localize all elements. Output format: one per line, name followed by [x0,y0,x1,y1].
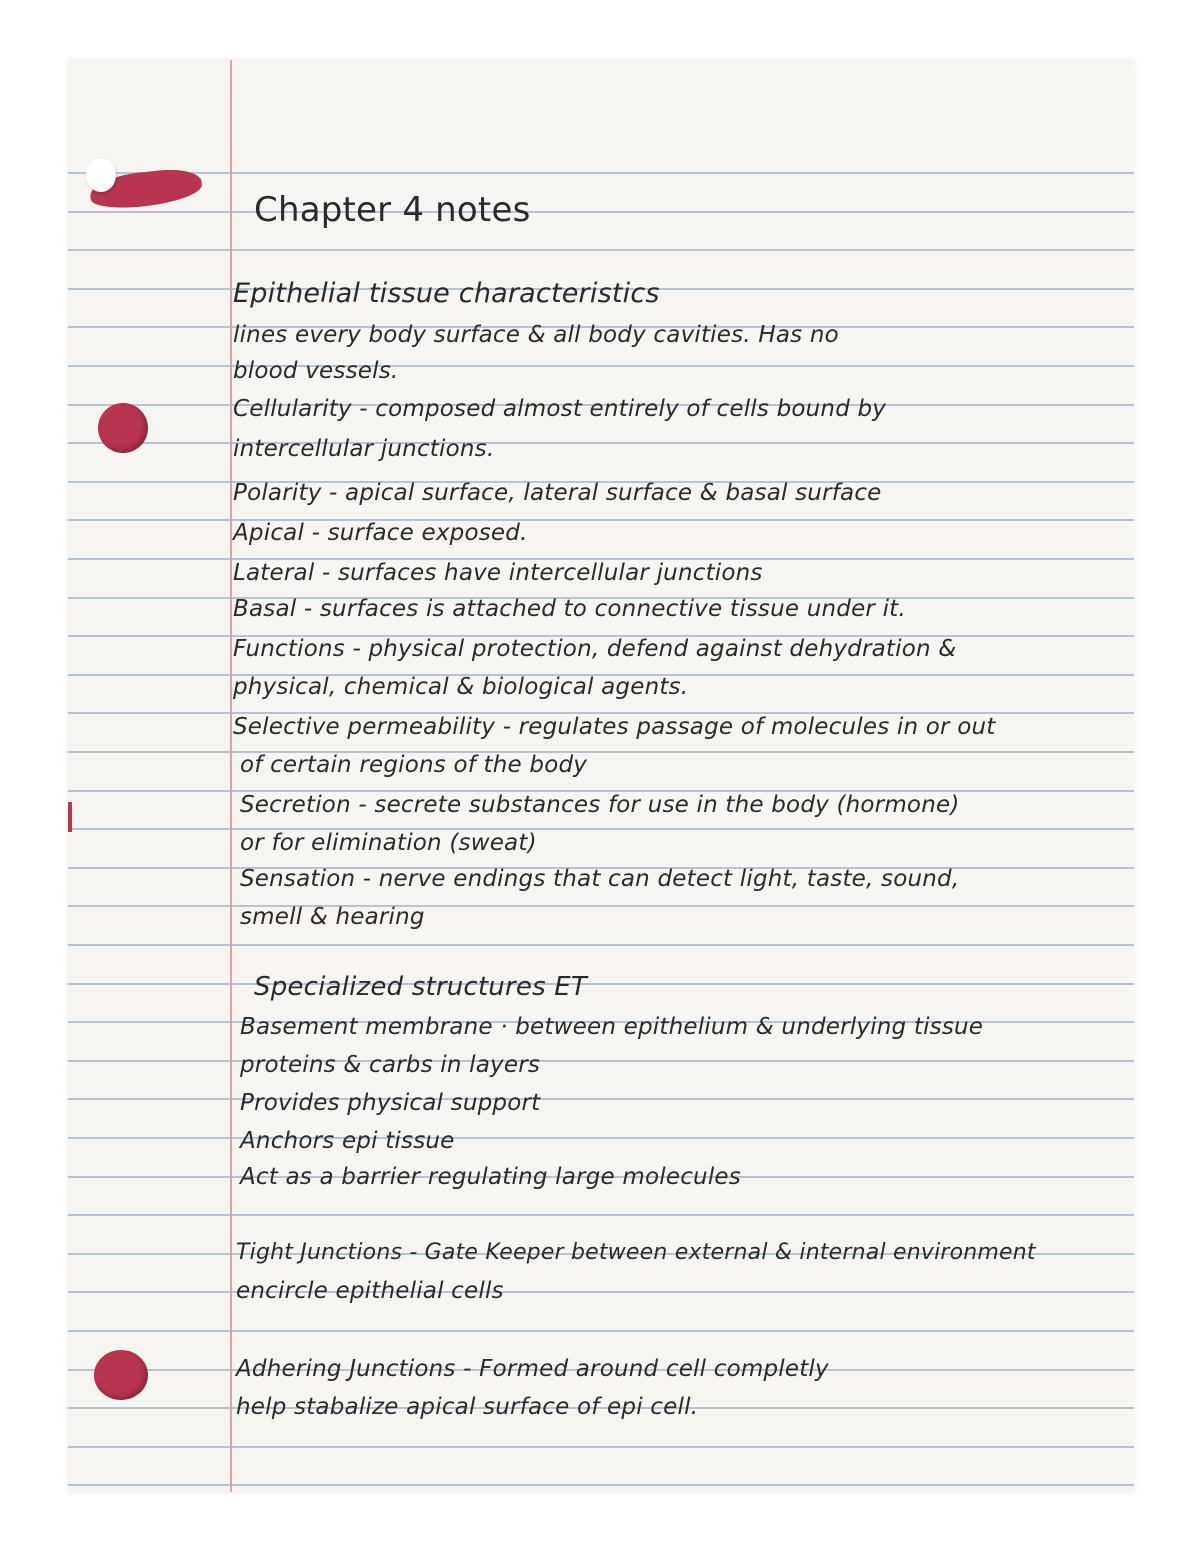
note-line: Act as a barrier regulating large molecules [240,1164,741,1190]
ruled-line [68,1214,1134,1216]
note-line: lines every body surface & all body cavities. Has no [233,322,839,348]
ruled-line [68,1291,1134,1293]
ruled-line [68,751,1134,753]
note-line: Adhering Junctions - Formed around cell completly [236,1356,829,1382]
note-line: encircle epithelial cells [236,1278,504,1304]
ruled-line [68,983,1134,985]
ruled-line [68,1484,1134,1486]
torn-paper-flap [86,158,116,192]
note-line: of certain regions of the body [240,752,588,778]
note-line: Provides physical support [240,1090,541,1116]
note-line: smell & hearing [240,904,425,930]
punch-hole-middle [98,403,148,453]
ruled-line [68,1330,1134,1332]
ruled-line [68,905,1134,907]
note-line: or for elimination (sweat) [240,830,537,856]
note-line: proteins & carbs in layers [240,1052,541,1078]
ruled-line [68,828,1134,830]
note-line: Secretion - secrete substances for use in the body (hormone) [240,792,960,818]
heading-specialized: Specialized structures ET [254,972,587,1002]
note-line: help stabalize apical surface of epi cell. [236,1394,699,1420]
ruled-line [68,365,1134,367]
note-line: intercellular junctions. [233,436,495,462]
heading-epithelial: Epithelial tissue characteristics [233,278,660,309]
ruled-line [68,1137,1134,1139]
note-line: Anchors epi tissue [240,1128,455,1154]
note-line: blood vessels. [233,358,399,384]
ruled-line [68,172,1134,174]
ruled-line [68,249,1134,251]
note-line: Basal - surfaces is attached to connective tissue under it. [233,596,906,622]
ruled-line [68,1098,1134,1100]
margin-line [230,60,232,1492]
ruled-line [68,211,1134,213]
ruled-line [68,442,1134,444]
note-line: Basement membrane · between epithelium & underlying tissue [240,1014,984,1040]
note-line: Tight Junctions - Gate Keeper between external & internal environment [236,1240,1036,1265]
ruled-line [68,944,1134,946]
note-line: Apical - surface exposed. [233,520,528,546]
note-line: Sensation - nerve endings that can detect light, taste, sound, [240,866,960,892]
note-line: Functions - physical protection, defend against dehydration & [233,636,957,662]
notebook-page [68,60,1134,1492]
note-line: Lateral - surfaces have intercellular junctions [233,560,763,586]
note-line: physical, chemical & biological agents. [233,674,689,700]
note-line: Polarity - apical surface, lateral surface & basal surface [233,480,882,506]
ruled-line [68,1446,1134,1448]
punch-hole-edge-mark [68,802,72,832]
ruled-line [68,1060,1134,1062]
ruled-line [68,519,1134,521]
note-line: Cellularity - composed almost entirely of cells bound by [233,396,887,422]
page-title: Chapter 4 notes [254,190,531,230]
punch-hole-bottom [94,1350,148,1400]
note-line: Selective permeability - regulates passage of molecules in or out [233,714,996,740]
